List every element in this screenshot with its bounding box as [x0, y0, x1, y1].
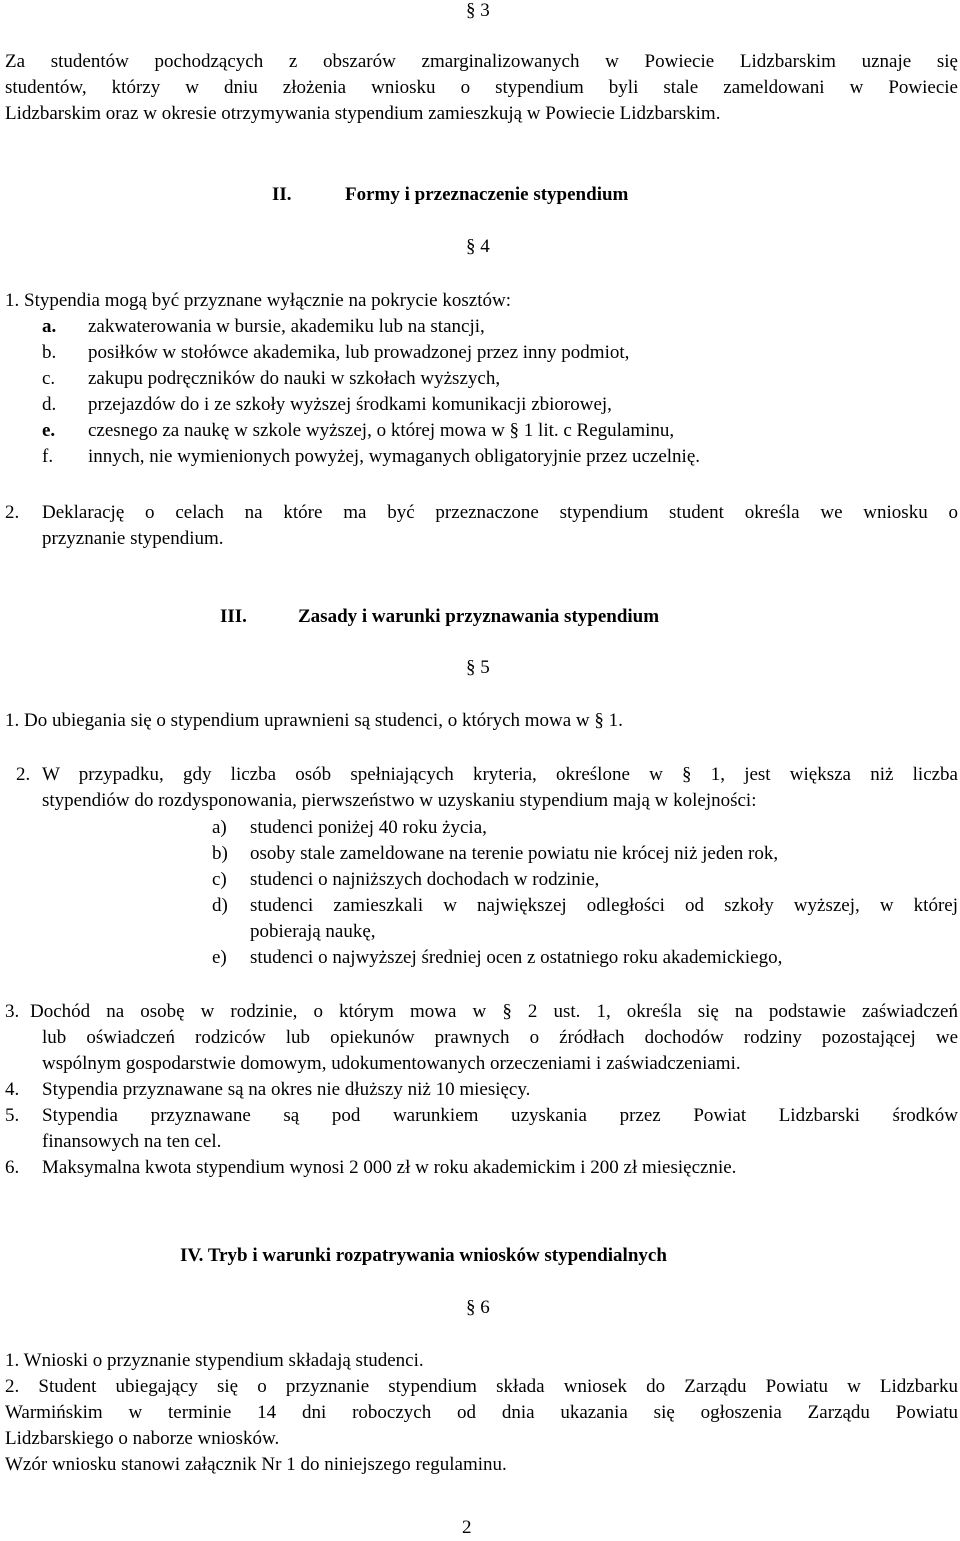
list-item-letter: a.	[42, 316, 57, 337]
section5-item-5-line-1: Stypendia przyznawane są pod warunkiem uzyskania przez Powiat Lidzbarski środków	[42, 1105, 958, 1126]
list-item-letter: f.	[42, 446, 54, 467]
list-item-text: zakwaterowania w bursie, akademiku lub na stancji,	[88, 316, 485, 337]
priority-letter: d)	[212, 895, 228, 916]
chapter2-title: Formy i przeznaczenie stypendium	[345, 184, 629, 205]
priority-text: studenci o najwyższej średniej ocen z ostatniego roku akademickiego,	[250, 947, 783, 968]
chapter2-numeral: II.	[272, 184, 292, 205]
section6-item-2-line-1: 2. Student ubiegający się o przyznanie stypendium składa wniosek do Zarządu Powiatu w Lidzbarku	[5, 1376, 958, 1397]
list-item-text: przejazdów do i ze szkoły wyższej środkami komunikacji zbiorowej,	[88, 394, 612, 415]
chapter4-title: IV. Tryb i warunki rozpatrywania wniosków stypendialnych	[180, 1245, 667, 1266]
list-item-letter: e.	[42, 420, 56, 441]
priority-text: studenci poniżej 40 roku życia,	[250, 817, 487, 838]
list-item-text: czesnego za naukę w szkole wyższej, o której mowa w § 1 lit. c Regulaminu,	[88, 420, 675, 441]
section3-line-1: Za studentów pochodzących z obszarów zmarginalizowanych w Powiecie Lidzbarskim uznaje się	[5, 51, 958, 72]
chapter3-title: Zasady i warunki przyznawania stypendium	[298, 606, 660, 627]
section6-item-2-line-2: Warmińskim w terminie 14 dni roboczych od dnia ukazania się ogłoszenia Zarządu Powiatu	[5, 1402, 958, 1423]
section-mark-4: § 4	[466, 236, 490, 257]
section6-note: Wzór wniosku stanowi załącznik Nr 1 do niniejszego regulaminu.	[5, 1454, 507, 1475]
section4-item-2-number: 2.	[5, 502, 20, 523]
priority-text: osoby stale zameldowane na terenie powiatu nie krócej niż jeden rok,	[250, 843, 779, 864]
list-item-letter: c.	[42, 368, 56, 389]
section5-item-6: Maksymalna kwota stypendium wynosi 2 000 zł w roku akademickim i 200 zł miesięcznie.	[42, 1157, 737, 1178]
section5-item-3-number: 3.	[5, 1001, 20, 1022]
section4-item-2-line-2: przyznanie stypendium.	[42, 528, 224, 549]
list-item-letter: b.	[42, 342, 57, 363]
list-item-text: posiłków w stołówce akademika, lub prowadzonej przez inny podmiot,	[88, 342, 630, 363]
list-item-text: zakupu podręczników do nauki w szkołach wyższych,	[88, 368, 501, 389]
section4-item-2-line-1: Deklarację o celach na które ma być przeznaczone stypendium student określa we wniosku o	[42, 502, 958, 523]
section5-item-4-number: 4.	[5, 1079, 20, 1100]
list-item-letter: d.	[42, 394, 57, 415]
section-mark-5: § 5	[466, 657, 490, 678]
list-item-text: innych, nie wymienionych powyżej, wymaganych obligatoryjnie przez uczelnię.	[88, 446, 701, 467]
priority-letter: e)	[212, 947, 227, 968]
section5-item-3-line-3: wspólnym gospodarstwie domowym, udokumentowanych orzeczeniami i zaświadczeniami.	[42, 1053, 741, 1074]
section-mark-6: § 6	[466, 1297, 490, 1318]
section6-item-1: 1. Wnioski o przyznanie stypendium składają studenci.	[5, 1350, 424, 1371]
section5-item-5-number: 5.	[5, 1105, 20, 1126]
priority-letter: a)	[212, 817, 227, 838]
section5-item-3-line-2: lub oświadczeń rodziców lub opiekunów prawnych o źródłach dochodów rodziny pozostającej we	[42, 1027, 958, 1048]
section5-item-2-line-1: W przypadku, gdy liczba osób spełniających kryteria, określone w § 1, jest większa niż liczba	[42, 764, 958, 785]
page-number: 2	[462, 1517, 472, 1538]
section5-item-5-line-2: finansowych na ten cel.	[42, 1131, 222, 1152]
section5-item-6-number: 6.	[5, 1157, 20, 1178]
section5-item-1: 1. Do ubiegania się o stypendium uprawnieni są studenci, o których mowa w § 1.	[5, 710, 623, 731]
chapter3-numeral: III.	[220, 606, 247, 627]
section5-item-3-line-1: Dochód na osobę w rodzinie, o którym mowa w § 2 ust. 1, określa się na podstawie zaświadczeń	[30, 1001, 958, 1022]
section5-item-4: Stypendia przyznawane są na okres nie dłuższy niż 10 miesięcy.	[42, 1079, 531, 1100]
section5-item-2-number: 2.	[16, 764, 31, 785]
section6-item-2-line-3: Lidzbarskiego o naborze wniosków.	[5, 1428, 280, 1449]
priority-text-continued: pobierają naukę,	[250, 921, 376, 942]
section4-item-1: 1. Stypendia mogą być przyznane wyłącznie na pokrycie kosztów:	[5, 290, 511, 311]
priority-letter: b)	[212, 843, 228, 864]
priority-letter: c)	[212, 869, 227, 890]
section3-line-3: Lidzbarskim oraz w okresie otrzymywania stypendium zamieszkują w Powiecie Lidzbarskim.	[5, 103, 721, 124]
section-mark-3: § 3	[466, 0, 490, 21]
section5-item-2-line-2: stypendiów do rozdysponowania, pierwszeństwo w uzyskaniu stypendium mają w kolejności:	[42, 790, 757, 811]
priority-text: studenci zamieszkali w największej odległości od szkoły wyższej, w której	[250, 895, 958, 916]
section3-line-2: studentów, którzy w dniu złożenia wniosku o stypendium byli stale zameldowani w Powiecie	[5, 77, 958, 98]
priority-text: studenci o najniższych dochodach w rodzinie,	[250, 869, 600, 890]
